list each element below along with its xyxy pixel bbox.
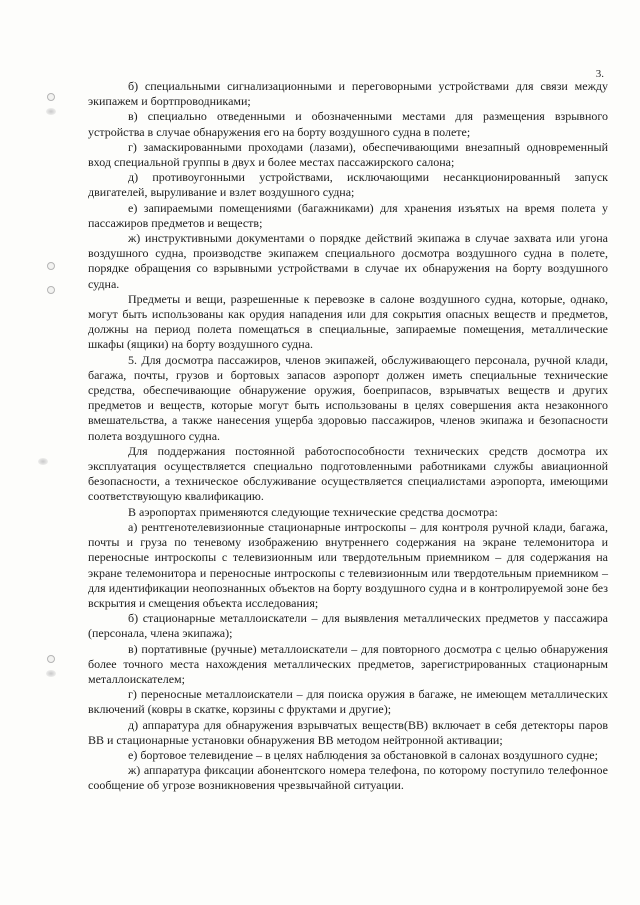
binder-hole-mark bbox=[47, 262, 55, 270]
paragraph-a-xray-introscopes: а) рентгенотелевизионные стационарные интроскопы – для контроля ручной клади, багажа, почты и груза по теневому изображению внутреннего содержания на экране телемонитора и переносные интроскопы с телевизионным или твердотельным приемником – для содержания на экране телемонитора и переносные интроскопы с телевизионным или твердотельным приемником – для идентификации неопознанных объектов на борту воздушного судна и в контролируемой зоне без вскрытия и смещения объекта исследования; bbox=[88, 519, 608, 610]
document-body bbox=[88, 79, 608, 794]
paragraph-b-signaling-devices: б) специальными сигнализационными и переговорными устройствами для связи между экипажем и бортпроводниками; bbox=[88, 79, 608, 109]
paragraph-d-explosive-detection: д) аппаратура для обнаружения взрывчатых веществ(ВВ) включает в себя детекторы паров ВВ и стационарные установки обнаружения ВВ методом нейтронной активации; bbox=[88, 717, 608, 747]
scan-smudge-mark bbox=[38, 458, 48, 465]
paragraph-equipment-list-intro: В аэропортах применяются следующие технические средства досмотра: bbox=[128, 504, 498, 519]
page-number: 3. bbox=[595, 68, 604, 80]
scan-smudge-mark bbox=[46, 670, 56, 677]
binder-hole-mark bbox=[47, 93, 55, 101]
paragraph-e-lockable-storage: е) запираемыми помещениями (багажниками) для хранения изъятых на время полета у пассажиров предметов и веществ; bbox=[88, 200, 608, 230]
paragraph-v-bomb-placement: в) специально отведенными и обозначенными местами для размещения взрывного устройства в случае обнаружения его на борту воздушного судна в полете; bbox=[88, 109, 608, 139]
paragraph-v-handheld-metal-detectors: в) портативные (ручные) металлоискатели – для повторного досмотра с целью обнаружения более точного места нахождения металлических предметов, зарегистрированных стационарным металлоискателем; bbox=[88, 641, 608, 686]
paragraph-5-screening-equipment: 5. Для досмотра пассажиров, членов экипажей, обслуживающего персонала, ручной клади, багажа, почты, грузов и бортовых запасов аэропорт должен иметь специальные технические средства, обеспечивающие обнаружение оружия, боеприпасов, взрывчатых веществ и других предметов и веществ, которые могут быть использованы в целях совершения акта незаконного вмешательства, а также нанесения ущерба здоровью пассажиров, членов экипажа и безопасности полета воздушного судна. bbox=[88, 352, 608, 443]
paragraph-g-portable-metal-detectors: г) переносные металлоискатели – для поиска оружия в багаже, не имеющем металлических включений (ковры в скатке, корзины с фруктами и другие); bbox=[88, 687, 608, 717]
paragraph-b-stationary-metal-detectors: б) стационарные металлоискатели – для выявления металлических предметов у пассажира (персонала, члена экипажа); bbox=[88, 611, 608, 641]
scan-smudge-mark bbox=[46, 108, 56, 115]
paragraph-maintenance: Для поддержания постоянной работоспособности технических средств досмотра их эксплуатация осуществляется специально подготовленными работниками службы авиационной безопасности, а техническое обслуживание осуществляется специалистами аэропорта, имеющими соответствующую квалификацию. bbox=[88, 443, 608, 504]
paragraph-g-hidden-passages: г) замаскированными проходами (лазами), обеспечивающими внезапный одновременный вход специальной группы в двух и более местах пассажирского салона; bbox=[88, 139, 608, 170]
binder-hole-mark bbox=[47, 655, 55, 663]
paragraph-allowed-items: Предметы и вещи, разрешенные к перевозке в салоне воздушного судна, которые, однако, могут быть использованы как орудия нападения или для сокрытия опасных веществ и предметов, должны на период полета помещаться в специальные, запираемые помещения, металлические шкафы (ящики) на борту воздушного судна. bbox=[88, 291, 608, 352]
paragraph-e-onboard-tv: е) бортовое телевидение – в целях наблюдения за обстановкой в салонах воздушного судне; bbox=[128, 747, 598, 762]
paragraph-zh-instruction-documents: ж) инструктивными документами о порядке действий экипажа в случае захвата или угона воздушного судна, производстве экипажем специального досмотра воздушного судна в полете, порядке обращения со взрывными устройствами в случае их обнаружения на борту воздушного судна. bbox=[88, 231, 608, 291]
paragraph-d-anti-theft: д) противоугонными устройствами, исключающими несанкционированный запуск двигателей, выруливание и взлет воздушного судна; bbox=[88, 170, 608, 200]
paragraph-zh-caller-id: ж) аппаратура фиксации абонентского номера телефона, по которому поступило телефонное сообщение об угрозе возникновения чрезвычайной ситуации. bbox=[88, 763, 608, 793]
binder-hole-mark bbox=[47, 286, 55, 294]
